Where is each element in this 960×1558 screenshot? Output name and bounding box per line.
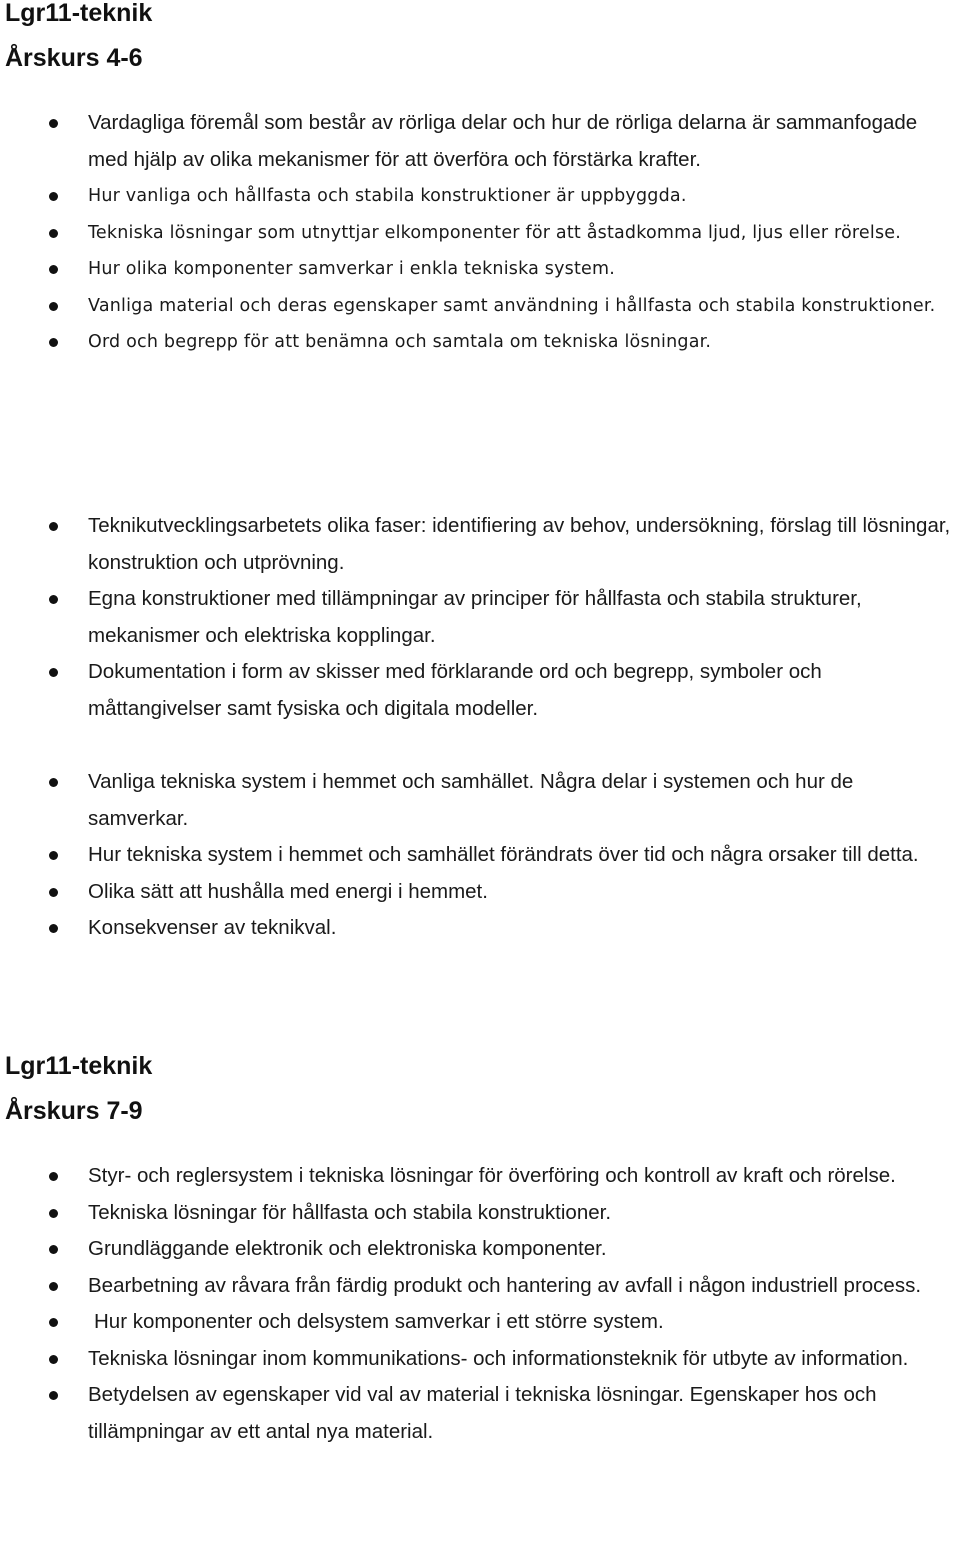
list-item: Dokumentation i form av skisser med förklarande ord och begrepp, symboler och måttangivelser samt fysiska och digitala modeller. <box>0 654 960 727</box>
list-item: Grundläggande elektronik och elektroniska komponenter. <box>0 1231 960 1268</box>
section-subtitle: Årskurs 4-6 <box>5 44 143 72</box>
section-subtitle: Årskurs 7-9 <box>5 1097 143 1125</box>
list-item: Tekniska lösningar för hållfasta och stabila konstruktioner. <box>0 1195 960 1232</box>
bullet-list <box>0 1158 960 1450</box>
list-item: Olika sätt att hushålla med energi i hemmet. <box>0 874 960 911</box>
list-item: Vardagliga föremål som består av rörliga delar och hur de rörliga delarna är sammanfogade med hjälp av olika mekanismer för att överföra och förstärka krafter. <box>0 105 960 178</box>
section-title: Lgr11-teknik <box>5 0 153 27</box>
bullet-list <box>0 105 960 361</box>
list-item: Hur komponenter och delsystem samverkar i ett större system. <box>0 1304 960 1341</box>
section-title: Lgr11-teknik <box>5 1052 153 1080</box>
list-item: Tekniska lösningar inom kommunikations- och informationsteknik för utbyte av information. <box>0 1341 960 1378</box>
bullet-list <box>0 764 960 947</box>
list-item: Hur tekniska system i hemmet och samhället förändrats över tid och några orsaker till detta. <box>0 837 960 874</box>
list-item: Betydelsen av egenskaper vid val av material i tekniska lösningar. Egenskaper hos och tillämpningar av ett antal nya material. <box>0 1377 960 1450</box>
list-item: Bearbetning av råvara från färdig produkt och hantering av avfall i någon industriell process. <box>0 1268 960 1305</box>
list-item: Ord och begrepp för att benämna och samtala om tekniska lösningar. <box>0 324 960 361</box>
list-item: Tekniska lösningar som utnyttjar elkomponenter för att åstadkomma ljud, ljus eller rörelse. <box>0 215 960 252</box>
bullet-list <box>0 508 960 727</box>
list-item: Vanliga material och deras egenskaper samt användning i hållfasta och stabila konstruktioner. <box>0 288 960 325</box>
list-item: Hur vanliga och hållfasta och stabila konstruktioner är uppbyggda. <box>0 178 960 215</box>
list-item: Teknikutvecklingsarbetets olika faser: identifiering av behov, undersökning, förslag till lösningar, konstruktion och utprövning. <box>0 508 960 581</box>
list-item: Vanliga tekniska system i hemmet och samhället. Några delar i systemen och hur de samverkar. <box>0 764 960 837</box>
list-item: Hur olika komponenter samverkar i enkla tekniska system. <box>0 251 960 288</box>
list-item: Konsekvenser av teknikval. <box>0 910 960 947</box>
list-item: Egna konstruktioner med tillämpningar av principer för hållfasta och stabila strukturer, mekanismer och elektriska kopplingar. <box>0 581 960 654</box>
list-item: Styr- och reglersystem i tekniska lösningar för överföring och kontroll av kraft och rörelse. <box>0 1158 960 1195</box>
